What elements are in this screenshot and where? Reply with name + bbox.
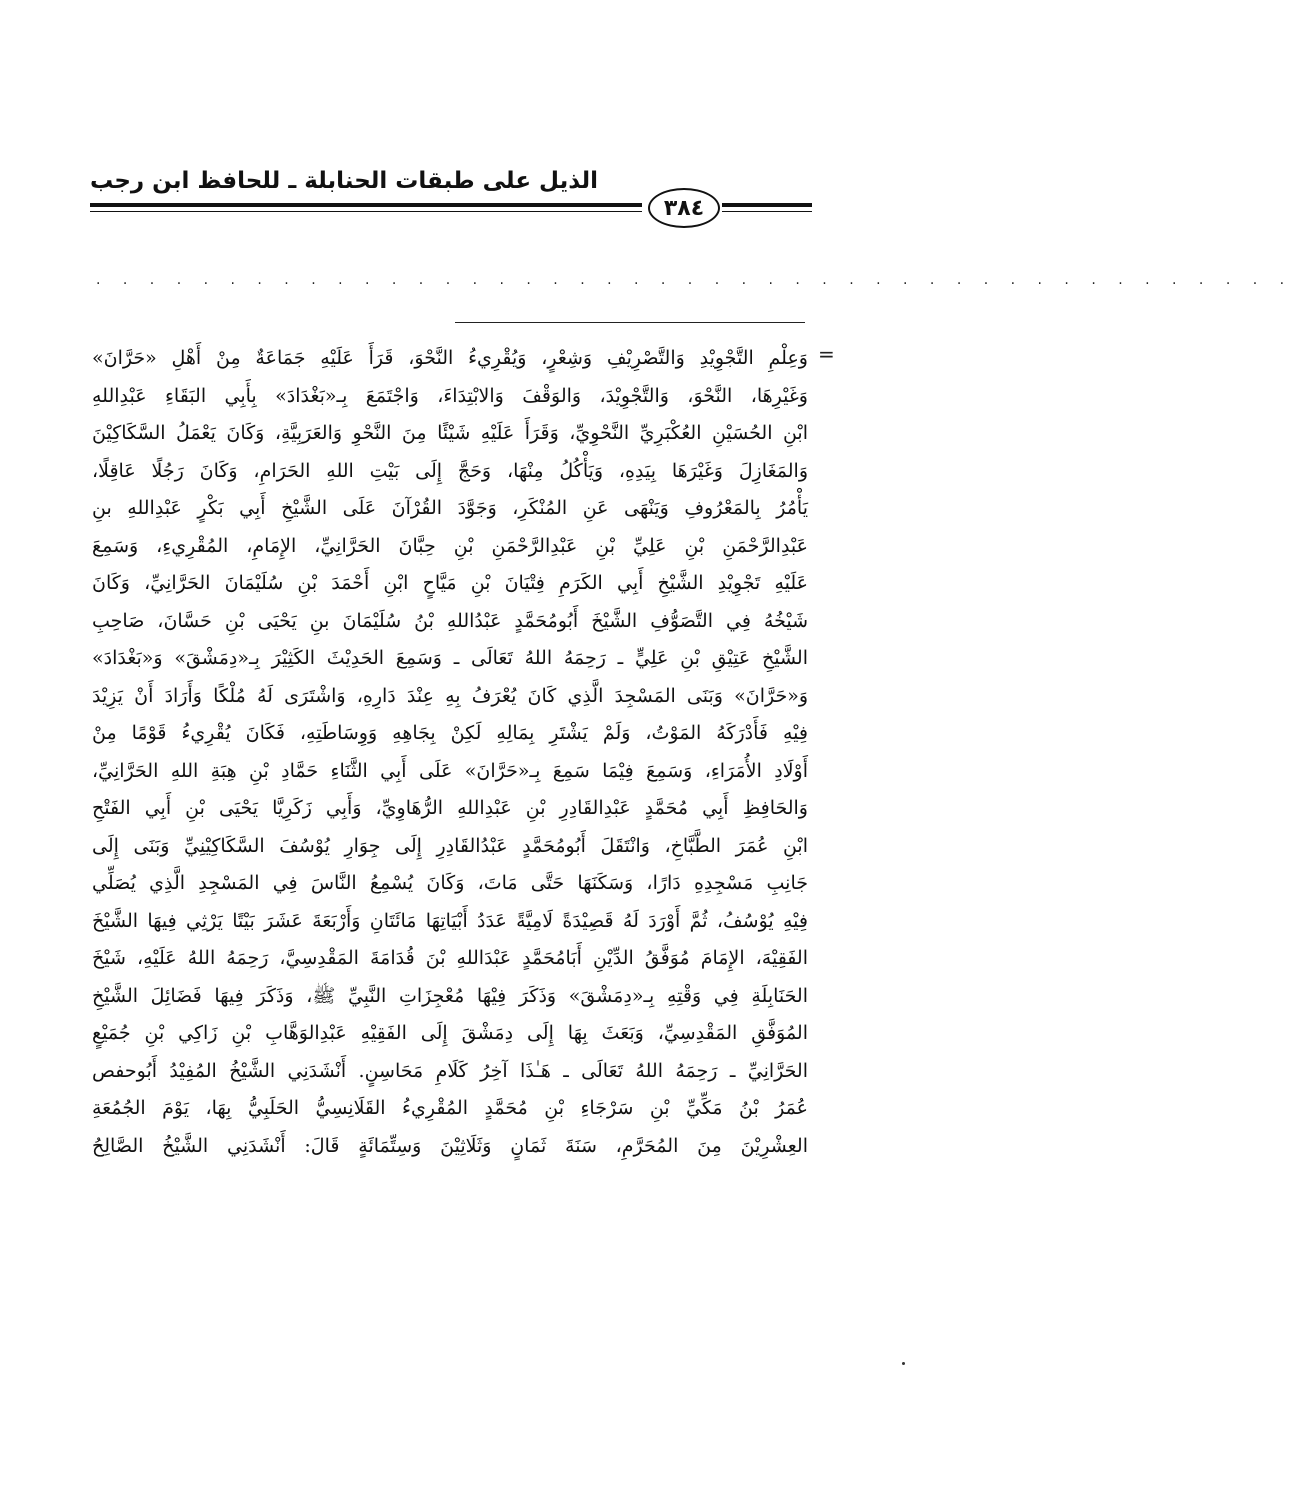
- text-line: فِيْهِ يُوْسُفُ، ثُمَّ أَوْرَدَ لَهُ قَصِيْدَةً لَامِيَّةً عَدَدُ أَبْيَاتِهَا مَائَتَانِ وَأَرْبَعَةَ عَشَرَ بَيْتًا يَرْثِي فِيهَا الشَّيْخَ: [92, 909, 808, 932]
- running-header-title: الذيل على طبقات الحنابلة ـ للحافظ ابن رجب: [90, 168, 599, 194]
- text-line: العِشْرِيْنَ مِنَ المُحَرَّمِ، سَنَةَ ثَمَانٍ وَثَلَاثِيْنَ وَسِتِّمَائَةٍ قَالَ: أَنْشَدَنِي الشَّيْخُ الصَّالِحُ: [92, 1134, 808, 1157]
- page-number-badge: ٣٨٤: [648, 188, 720, 228]
- margin-speck: [902, 1362, 905, 1365]
- text-line: عَبْدِالرَّحْمَنِ بْنِ عَلِيِّ بْنِ عَبْدِالرَّحْمَنِ بْنِ حِبَّانَ الحَرَّانِيِّ، الإِمَامِ، المُقْرِيءِ، وَسَمِعَ: [92, 534, 808, 557]
- text-line: جَانِبِ مَسْجِدِهِ دَارًا، وَسَكَنَهَا حَتَّى مَاتَ، وَكَانَ يُسْمِعُ النَّاسَ فِي المَسْجِدِ الَّذِي يُصَلِّي: [92, 872, 808, 894]
- text-line: الحَنَابِلَةِ فِي وَقْتِهِ بِـ«دِمَشْقَ» وَذَكَرَ فِيْهَا مُعْجِزَاتِ النَّبِيِّ ﷺ، وَذَكَرَ فِيهَا فَضَائِلَ الشَّيْخِ: [92, 984, 808, 1007]
- header-rule-thin: [90, 211, 642, 212]
- text-line: شَيْخُهُ فِي التَّصَوُّفِ الشَّيْخَ أَبُومُحَمَّدٍ عَبْدُاللهِ بْنُ سُلَيْمَانَ بنِ يَحْيَى بْنِ حَسَّانَ، صَاحِبِ: [92, 609, 808, 632]
- text-line: الحَرَّانِيِّ ـ رَحِمَهُ اللهُ تَعَالَى ـ هَـٰذَا آخِرُ كَلَامِ مَحَاسِنٍ. أَنْشَدَنِي الشَّيْخُ المُفِيْدُ أَبُوحفص: [92, 1059, 808, 1082]
- text-line: عَلَيْهِ تَجْوِيْدِ الشَّيْخِ أَبِي الكَرَمِ فِتْيَانَ بْنِ مَيَّاحٍ ابْنِ أَحْمَدَ بْنِ سُلَيْمَانَ الحَرَّانِيِّ، وَكَانَ: [92, 572, 809, 594]
- text-line: وَالحَافِظِ أَبِي مُحَمَّدٍ عَبْدِالقَادِرِ بْنِ عَبْدِاللهِ الرُّهَاوِيِّ، وَأَبِي زَكَرِيَّا يَحْيَى بْنِ أَبِي الفَتْحِ: [92, 797, 808, 819]
- text-line: ابْنِ الحُسَيْنِ العُكْبَرِيِّ النَّحْوِيِّ، وَقَرَأَ عَلَيْهِ شَيْئًا مِنَ النَّحْوِ وَالعَرَبِيَّةِ، وَكَانَ يَعْمَلُ السَّكَاكِيْنَ: [92, 422, 808, 444]
- text-line: الشَّيْخِ عَتِيْقِ بْنِ عَلِيٍّ ـ رَحِمَهُ اللهُ تَعَالَى ـ وَسَمِعَ الحَدِيْثَ الكَثِيْرَ بِـ«دِمَشْقَ» وَ«بَغْدَادَ»: [92, 647, 808, 669]
- header-rule-right-thick: [722, 203, 812, 207]
- text-line: عُمَرُ بْنُ مَكِّيِّ بْنِ سَرْجَاءِ بْنِ مُحَمَّدٍ المُقْرِيءُ القَلَانِسِيُّ الحَلَبِيُّ بِهَا، يَوْمَ الجُمُعَةِ: [92, 1097, 808, 1119]
- text-line: وَعِلْمِ التَّجْوِيْدِ وَالتَّصْرِيْفِ وَشِعْرٍ، وَيُقْرِيءُ النَّحْوَ، قَرَأَ عَلَيْهِ جَمَاعَةٌ مِنْ أَهْلِ «حَرَّانَ»: [92, 347, 808, 369]
- body-text: [92, 340, 808, 1165]
- text-line: أَوْلَادِ الأُمَرَاءِ، وَسَمِعَ فِيْمَا سَمِعَ بِـ«حَرَّانَ» عَلَى أَبِي الثَّنَاءِ حَمَّادِ بْنِ هِبَةِ اللهِ الحَرَّانِيِّ،: [92, 759, 808, 782]
- text-line: المُوَفَّقِ المَقْدِسِيِّ، وَبَعَثَ بِهَا إِلَى دِمَشْقَ إِلَى الفَقِيْهِ عَبْدِالوَهَّابِ بْنِ زَاكِي بْنِ جُمَيْعٍ: [92, 1022, 808, 1044]
- text-line: فِيْهِ فَأَدْرَكَهُ المَوْتُ، وَلَمْ يَشْتَرِ بِمَالِهِ لَكِنْ بِجَاهِهِ وَوِسَاطَتِهِ، فَكَانَ يُقْرِيءُ قَوْمًا مِنْ: [92, 722, 808, 744]
- text-line: وَغَيْرِهَا، النَّحْوَ، وَالتَّجْوِيْدَ، وَالوَقْفَ وَالابْتِدَاءَ، وَاجْتَمَعَ بِـ«بَغْدَادَ» بِأَبِي البَقَاءِ عَبْدِاللهِ: [92, 384, 808, 407]
- text-line: وَ«حَرَّانَ» وَبَنَى المَسْجِدَ الَّذِي كَانَ يُعْرَفُ بِهِ عِنْدَ دَارِهِ، وَاشْتَرَى لَهُ مُلْكًا وَأَرَادَ أَنْ يَزِيْدَ: [92, 684, 808, 707]
- header-rule-thick: [90, 203, 642, 207]
- text-line: الفَقِيْهَ، الإِمَامَ مُوَفَّقُ الدِّيْنِ أَبَامُحَمَّدٍ عَبْدَاللهِ بْنَ قُدَامَةَ المَقْدِسِيَّ، رَحِمَهُ اللهُ عَلَيْهِ، شَيْخَ: [92, 947, 808, 969]
- dotted-separator: . . . . . . . . . . . . . . . . . . . . . . . . . . . . . . . . . . . . . . . . . . . . .: [96, 272, 1293, 288]
- footnote-rule: [455, 322, 805, 323]
- text-line: ابْنِ عُمَرَ الطَّبَّاخِ، وَانْتَقَلَ أَبُومُحَمَّدٍ عَبْدُالقَادِرِ إِلَى جِوَارِ يُوْسُفَ السَّكَاكِيْنِيِّ وَبَنَى إِلَى: [92, 834, 808, 857]
- text-line: وَالمَغَازِلَ وَغَيْرَهَا بِيَدِهِ، وَيَأْكُلُ مِنْهَا، وَحَجَّ إِلَى بَيْتِ اللهِ الحَرَامِ، وَكَانَ رَجُلًا عَاقِلًا،: [92, 459, 808, 482]
- header-rule-right-thin: [722, 211, 812, 212]
- text-line: يَأْمُرُ بِالمَعْرُوفِ وَيَنْهَى عَنِ المُنْكَرِ، وَجَوَّدَ القُرْآنَ عَلَى الشَّيْخِ أَبِي بَكْرٍ عَبْدِاللهِ بنِ: [92, 497, 808, 519]
- continuation-mark: =: [818, 342, 835, 366]
